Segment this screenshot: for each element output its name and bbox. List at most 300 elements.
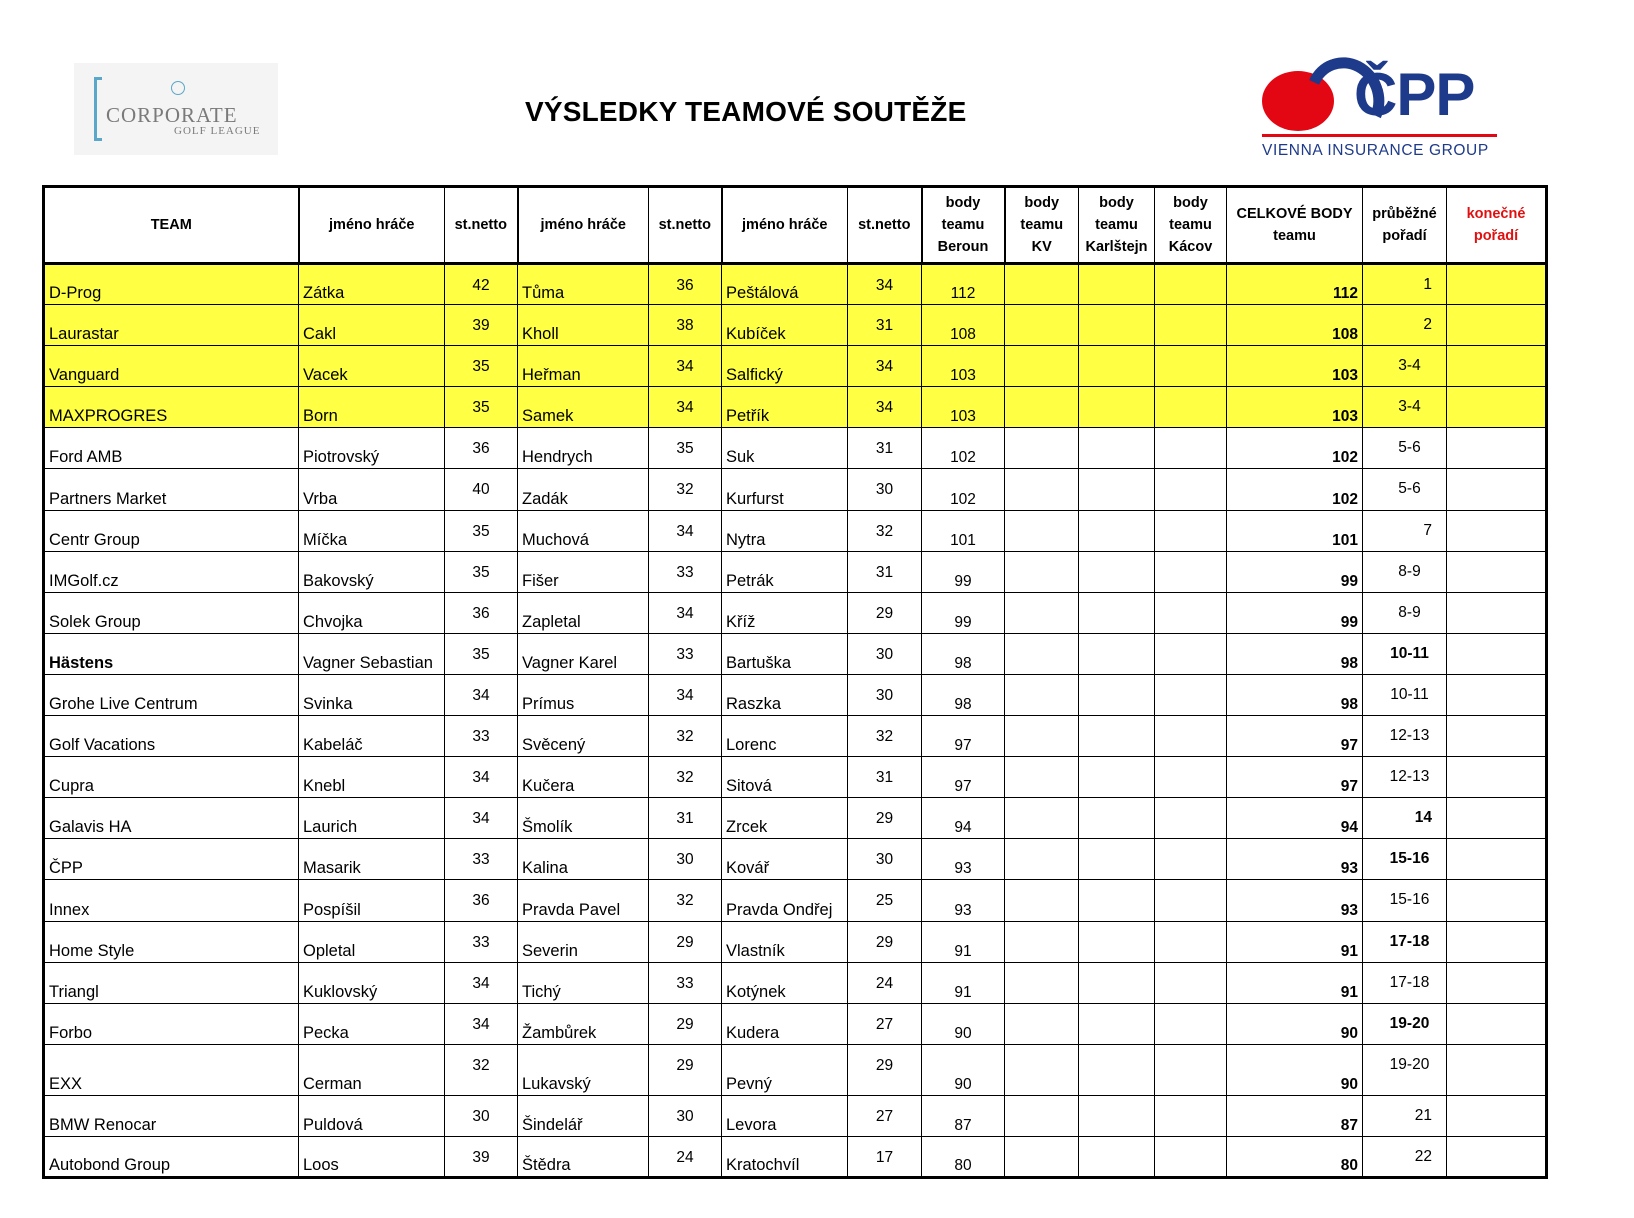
netto-2-cell: 31 bbox=[649, 798, 722, 839]
final-rank-cell bbox=[1447, 1003, 1547, 1044]
team-name-cell: BMW Renocar bbox=[44, 1095, 299, 1136]
header-player-3: jméno hráče bbox=[722, 187, 848, 264]
table-row bbox=[44, 633, 1547, 674]
karlstejn-points-cell bbox=[1079, 264, 1155, 305]
header-line: pořadí bbox=[1382, 228, 1427, 244]
beroun-points-cell: 91 bbox=[922, 962, 1005, 1003]
player-1-cell: Míčka bbox=[299, 510, 445, 551]
player-1-cell: Kabeláč bbox=[299, 716, 445, 757]
netto-3-cell: 29 bbox=[848, 592, 922, 633]
header-line: Karlštejn bbox=[1085, 239, 1148, 255]
team-name-cell: Cupra bbox=[44, 757, 299, 798]
team-name-cell: Autobond Group bbox=[44, 1136, 299, 1177]
netto-1-cell: 35 bbox=[445, 633, 518, 674]
current-rank-cell: 5-6 bbox=[1363, 428, 1447, 469]
kacov-points-cell bbox=[1155, 1095, 1227, 1136]
netto-3-cell: 27 bbox=[848, 1003, 922, 1044]
netto-3-cell: 29 bbox=[848, 798, 922, 839]
table-row bbox=[44, 387, 1547, 428]
total-points-cell: 112 bbox=[1227, 264, 1363, 305]
kv-points-cell bbox=[1005, 674, 1079, 715]
karlstejn-points-cell bbox=[1079, 387, 1155, 428]
kacov-points-cell bbox=[1155, 264, 1227, 305]
team-name-cell: Forbo bbox=[44, 1003, 299, 1044]
kacov-points-cell bbox=[1155, 716, 1227, 757]
header-line: body bbox=[1173, 195, 1208, 211]
player-3-cell: Pevný bbox=[722, 1044, 848, 1095]
netto-1-cell: 35 bbox=[445, 387, 518, 428]
beroun-points-cell: 98 bbox=[922, 633, 1005, 674]
karlstejn-points-cell bbox=[1079, 757, 1155, 798]
kacov-points-cell bbox=[1155, 880, 1227, 921]
final-rank-cell bbox=[1447, 469, 1547, 510]
player-1-cell: Kuklovský bbox=[299, 962, 445, 1003]
current-rank-cell: 12-13 bbox=[1363, 716, 1447, 757]
header-line: Beroun bbox=[937, 239, 989, 255]
header-line: teamu bbox=[1095, 217, 1138, 233]
karlstejn-points-cell bbox=[1079, 346, 1155, 387]
player-3-cell: Lorenc bbox=[722, 716, 848, 757]
player-2-cell: Kučera bbox=[518, 757, 649, 798]
netto-1-cell: 34 bbox=[445, 1003, 518, 1044]
table-row bbox=[44, 757, 1547, 798]
final-rank-cell bbox=[1447, 798, 1547, 839]
netto-3-cell: 24 bbox=[848, 962, 922, 1003]
kacov-points-cell bbox=[1155, 510, 1227, 551]
beroun-points-cell: 97 bbox=[922, 757, 1005, 798]
player-1-cell: Puldová bbox=[299, 1095, 445, 1136]
karlstejn-points-cell bbox=[1079, 880, 1155, 921]
team-name-cell: Partners Market bbox=[44, 469, 299, 510]
header-final-rank bbox=[1447, 187, 1547, 264]
player-2-cell: Šindelář bbox=[518, 1095, 649, 1136]
karlstejn-points-cell bbox=[1079, 798, 1155, 839]
kv-points-cell bbox=[1005, 1003, 1079, 1044]
final-rank-cell bbox=[1447, 387, 1547, 428]
netto-1-cell: 35 bbox=[445, 510, 518, 551]
table-row bbox=[44, 921, 1547, 962]
current-rank-cell: 1 bbox=[1363, 264, 1447, 305]
netto-2-cell: 30 bbox=[649, 1095, 722, 1136]
player-1-cell: Svinka bbox=[299, 674, 445, 715]
current-rank-cell: 5-6 bbox=[1363, 469, 1447, 510]
header-line: KV bbox=[1031, 239, 1052, 255]
netto-1-cell: 33 bbox=[445, 716, 518, 757]
total-points-cell: 93 bbox=[1227, 880, 1363, 921]
kacov-points-cell bbox=[1155, 798, 1227, 839]
netto-3-cell: 30 bbox=[848, 674, 922, 715]
kv-points-cell bbox=[1005, 551, 1079, 592]
netto-2-cell: 34 bbox=[649, 592, 722, 633]
beroun-points-cell: 99 bbox=[922, 592, 1005, 633]
player-2-cell: Severin bbox=[518, 921, 649, 962]
total-points-cell: 97 bbox=[1227, 757, 1363, 798]
player-2-cell: Zadák bbox=[518, 469, 649, 510]
player-1-cell: Pecka bbox=[299, 1003, 445, 1044]
kacov-points-cell bbox=[1155, 346, 1227, 387]
logo-line-1: CORPORATE bbox=[106, 103, 238, 127]
total-points-cell: 93 bbox=[1227, 839, 1363, 880]
kacov-points-cell bbox=[1155, 1136, 1227, 1177]
player-2-cell: Zapletal bbox=[518, 592, 649, 633]
final-rank-cell bbox=[1447, 633, 1547, 674]
netto-3-cell: 27 bbox=[848, 1095, 922, 1136]
player-2-cell: Heřman bbox=[518, 346, 649, 387]
team-name-cell: MAXPROGRES bbox=[44, 387, 299, 428]
final-rank-cell bbox=[1447, 757, 1547, 798]
final-rank-cell bbox=[1447, 674, 1547, 715]
team-name-cell: Home Style bbox=[44, 921, 299, 962]
player-1-cell: Chvojka bbox=[299, 592, 445, 633]
karlstejn-points-cell bbox=[1079, 633, 1155, 674]
player-3-cell: Kříž bbox=[722, 592, 848, 633]
karlstejn-points-cell bbox=[1079, 716, 1155, 757]
team-name-cell: Hästens bbox=[44, 633, 299, 674]
netto-1-cell: 36 bbox=[445, 592, 518, 633]
player-1-cell: Pospíšil bbox=[299, 880, 445, 921]
player-3-cell: Sitová bbox=[722, 757, 848, 798]
netto-1-cell: 34 bbox=[445, 674, 518, 715]
table-row bbox=[44, 839, 1547, 880]
karlstejn-points-cell bbox=[1079, 674, 1155, 715]
kacov-points-cell bbox=[1155, 305, 1227, 346]
total-points-cell: 98 bbox=[1227, 633, 1363, 674]
total-points-cell: 103 bbox=[1227, 387, 1363, 428]
table-row bbox=[44, 264, 1547, 305]
netto-3-cell: 34 bbox=[848, 264, 922, 305]
netto-1-cell: 35 bbox=[445, 551, 518, 592]
karlstejn-points-cell bbox=[1079, 305, 1155, 346]
header-line: teamu bbox=[1020, 217, 1064, 233]
header-line: pořadí bbox=[1473, 228, 1519, 244]
player-1-cell: Cakl bbox=[299, 305, 445, 346]
karlstejn-points-cell bbox=[1079, 428, 1155, 469]
netto-2-cell: 32 bbox=[649, 469, 722, 510]
beroun-points-cell: 87 bbox=[922, 1095, 1005, 1136]
player-3-cell: Kotýnek bbox=[722, 962, 848, 1003]
team-name-cell: Galavis HA bbox=[44, 798, 299, 839]
player-3-cell: Kratochvíl bbox=[722, 1136, 848, 1177]
netto-1-cell: 39 bbox=[445, 305, 518, 346]
header-netto-2: st.netto bbox=[649, 187, 722, 264]
netto-1-cell: 42 bbox=[445, 264, 518, 305]
karlstejn-points-cell bbox=[1079, 469, 1155, 510]
table-row bbox=[44, 1095, 1547, 1136]
current-rank-cell: 15-16 bbox=[1363, 880, 1447, 921]
player-1-cell: Piotrovský bbox=[299, 428, 445, 469]
header-row bbox=[44, 187, 1547, 264]
kv-points-cell bbox=[1005, 716, 1079, 757]
player-2-cell: Muchová bbox=[518, 510, 649, 551]
total-points-cell: 91 bbox=[1227, 921, 1363, 962]
netto-1-cell: 30 bbox=[445, 1095, 518, 1136]
header-player-1: jméno hráče bbox=[299, 187, 445, 264]
player-2-cell: Tichý bbox=[518, 962, 649, 1003]
karlstejn-points-cell bbox=[1079, 962, 1155, 1003]
table-row bbox=[44, 510, 1547, 551]
netto-2-cell: 34 bbox=[649, 674, 722, 715]
kv-points-cell bbox=[1005, 1044, 1079, 1095]
table-row bbox=[44, 798, 1547, 839]
player-3-cell: Salfický bbox=[722, 346, 848, 387]
current-rank-cell: 8-9 bbox=[1363, 592, 1447, 633]
team-name-cell: IMGolf.cz bbox=[44, 551, 299, 592]
player-2-cell: Svěcený bbox=[518, 716, 649, 757]
player-2-cell: Hendrych bbox=[518, 428, 649, 469]
player-1-cell: Masarik bbox=[299, 839, 445, 880]
header-current-rank bbox=[1363, 187, 1447, 264]
total-points-cell: 87 bbox=[1227, 1095, 1363, 1136]
header-player-2: jméno hráče bbox=[518, 187, 649, 264]
header-kv bbox=[1005, 187, 1079, 264]
player-2-cell: Žambůrek bbox=[518, 1003, 649, 1044]
team-name-cell: Ford AMB bbox=[44, 428, 299, 469]
golf-ball-icon bbox=[171, 81, 185, 95]
current-rank-cell: 17-18 bbox=[1363, 921, 1447, 962]
netto-1-cell: 32 bbox=[445, 1044, 518, 1095]
table-row bbox=[44, 962, 1547, 1003]
netto-3-cell: 31 bbox=[848, 428, 922, 469]
kacov-points-cell bbox=[1155, 469, 1227, 510]
current-rank-cell: 19-20 bbox=[1363, 1044, 1447, 1095]
karlstejn-points-cell bbox=[1079, 1003, 1155, 1044]
netto-2-cell: 38 bbox=[649, 305, 722, 346]
player-3-cell: Pravda Ondřej bbox=[722, 880, 848, 921]
netto-3-cell: 30 bbox=[848, 839, 922, 880]
player-1-cell: Knebl bbox=[299, 757, 445, 798]
beroun-points-cell: 112 bbox=[922, 264, 1005, 305]
cpp-logo bbox=[1262, 55, 1502, 165]
team-name-cell: Vanguard bbox=[44, 346, 299, 387]
final-rank-cell bbox=[1447, 264, 1547, 305]
final-rank-cell bbox=[1447, 305, 1547, 346]
total-points-cell: 99 bbox=[1227, 592, 1363, 633]
player-3-cell: Zrcek bbox=[722, 798, 848, 839]
header-line: teamu bbox=[1169, 217, 1212, 233]
netto-1-cell: 36 bbox=[445, 428, 518, 469]
kacov-points-cell bbox=[1155, 428, 1227, 469]
current-rank-cell: 3-4 bbox=[1363, 387, 1447, 428]
player-3-cell: Petřík bbox=[722, 387, 848, 428]
header-line: body bbox=[945, 195, 981, 211]
netto-2-cell: 35 bbox=[649, 428, 722, 469]
header-line: body bbox=[1099, 195, 1134, 211]
netto-1-cell: 34 bbox=[445, 962, 518, 1003]
beroun-points-cell: 93 bbox=[922, 839, 1005, 880]
final-rank-cell bbox=[1447, 1136, 1547, 1177]
netto-2-cell: 36 bbox=[649, 264, 722, 305]
table-row bbox=[44, 469, 1547, 510]
table-header bbox=[44, 187, 1547, 264]
table-row bbox=[44, 674, 1547, 715]
final-rank-cell bbox=[1447, 551, 1547, 592]
beroun-points-cell: 97 bbox=[922, 716, 1005, 757]
cpp-brand-text: ČPP bbox=[1354, 61, 1475, 128]
header-netto-1: st.netto bbox=[445, 187, 518, 264]
total-points-cell: 80 bbox=[1227, 1136, 1363, 1177]
player-2-cell: Pravda Pavel bbox=[518, 880, 649, 921]
netto-2-cell: 30 bbox=[649, 839, 722, 880]
kacov-points-cell bbox=[1155, 1003, 1227, 1044]
beroun-points-cell: 102 bbox=[922, 469, 1005, 510]
table-row bbox=[44, 305, 1547, 346]
team-name-cell: Centr Group bbox=[44, 510, 299, 551]
netto-2-cell: 33 bbox=[649, 962, 722, 1003]
beroun-points-cell: 102 bbox=[922, 428, 1005, 469]
kv-points-cell bbox=[1005, 880, 1079, 921]
beroun-points-cell: 94 bbox=[922, 798, 1005, 839]
karlstejn-points-cell bbox=[1079, 1044, 1155, 1095]
kv-points-cell bbox=[1005, 387, 1079, 428]
netto-3-cell: 32 bbox=[848, 716, 922, 757]
final-rank-cell bbox=[1447, 962, 1547, 1003]
final-rank-cell bbox=[1447, 839, 1547, 880]
team-name-cell: EXX bbox=[44, 1044, 299, 1095]
kacov-points-cell bbox=[1155, 592, 1227, 633]
player-3-cell: Raszka bbox=[722, 674, 848, 715]
player-2-cell: Prímus bbox=[518, 674, 649, 715]
netto-3-cell: 17 bbox=[848, 1136, 922, 1177]
netto-1-cell: 33 bbox=[445, 921, 518, 962]
current-rank-cell: 22 bbox=[1363, 1136, 1447, 1177]
kv-points-cell bbox=[1005, 633, 1079, 674]
kv-points-cell bbox=[1005, 839, 1079, 880]
player-1-cell: Opletal bbox=[299, 921, 445, 962]
kv-points-cell bbox=[1005, 592, 1079, 633]
logo-bracket-icon bbox=[94, 77, 102, 141]
player-2-cell: Tůma bbox=[518, 264, 649, 305]
netto-2-cell: 34 bbox=[649, 346, 722, 387]
netto-1-cell: 40 bbox=[445, 469, 518, 510]
total-points-cell: 90 bbox=[1227, 1044, 1363, 1095]
total-points-cell: 91 bbox=[1227, 962, 1363, 1003]
beroun-points-cell: 101 bbox=[922, 510, 1005, 551]
final-rank-cell bbox=[1447, 428, 1547, 469]
kacov-points-cell bbox=[1155, 633, 1227, 674]
player-2-cell: Šmolík bbox=[518, 798, 649, 839]
karlstejn-points-cell bbox=[1079, 921, 1155, 962]
netto-1-cell: 33 bbox=[445, 839, 518, 880]
player-1-cell: Vagner Sebastian bbox=[299, 633, 445, 674]
header-line: teamu bbox=[1273, 228, 1316, 244]
player-2-cell: Lukavský bbox=[518, 1044, 649, 1095]
kacov-points-cell bbox=[1155, 839, 1227, 880]
team-name-cell: Grohe Live Centrum bbox=[44, 674, 299, 715]
netto-3-cell: 30 bbox=[848, 633, 922, 674]
table-row bbox=[44, 880, 1547, 921]
final-rank-cell bbox=[1447, 921, 1547, 962]
table-body bbox=[44, 264, 1547, 1178]
total-points-cell: 108 bbox=[1227, 305, 1363, 346]
player-1-cell: Cerman bbox=[299, 1044, 445, 1095]
current-rank-cell: 10-11 bbox=[1363, 674, 1447, 715]
current-rank-cell: 10-11 bbox=[1363, 633, 1447, 674]
kacov-points-cell bbox=[1155, 551, 1227, 592]
beroun-points-cell: 90 bbox=[922, 1003, 1005, 1044]
kv-points-cell bbox=[1005, 962, 1079, 1003]
header-karlstejn bbox=[1079, 187, 1155, 264]
current-rank-cell: 7 bbox=[1363, 510, 1447, 551]
netto-3-cell: 31 bbox=[848, 551, 922, 592]
table-row bbox=[44, 1003, 1547, 1044]
karlstejn-points-cell bbox=[1079, 592, 1155, 633]
kacov-points-cell bbox=[1155, 962, 1227, 1003]
player-1-cell: Loos bbox=[299, 1136, 445, 1177]
header-kacov bbox=[1155, 187, 1227, 264]
player-3-cell: Kubíček bbox=[722, 305, 848, 346]
netto-2-cell: 32 bbox=[649, 757, 722, 798]
final-rank-cell bbox=[1447, 346, 1547, 387]
kv-points-cell bbox=[1005, 1136, 1079, 1177]
player-3-cell: Vlastník bbox=[722, 921, 848, 962]
logo-line-2: GOLF LEAGUE bbox=[174, 125, 261, 137]
table-row bbox=[44, 592, 1547, 633]
total-points-cell: 99 bbox=[1227, 551, 1363, 592]
current-rank-cell: 14 bbox=[1363, 798, 1447, 839]
netto-2-cell: 34 bbox=[649, 510, 722, 551]
beroun-points-cell: 90 bbox=[922, 1044, 1005, 1095]
player-2-cell: Kalina bbox=[518, 839, 649, 880]
total-points-cell: 94 bbox=[1227, 798, 1363, 839]
netto-1-cell: 35 bbox=[445, 346, 518, 387]
netto-3-cell: 34 bbox=[848, 346, 922, 387]
player-3-cell: Suk bbox=[722, 428, 848, 469]
player-3-cell: Kovář bbox=[722, 839, 848, 880]
beroun-points-cell: 99 bbox=[922, 551, 1005, 592]
player-2-cell: Vagner Karel bbox=[518, 633, 649, 674]
player-3-cell: Peštálová bbox=[722, 264, 848, 305]
netto-3-cell: 31 bbox=[848, 757, 922, 798]
beroun-points-cell: 108 bbox=[922, 305, 1005, 346]
player-2-cell: Samek bbox=[518, 387, 649, 428]
total-points-cell: 101 bbox=[1227, 510, 1363, 551]
total-points-cell: 102 bbox=[1227, 469, 1363, 510]
team-name-cell: Laurastar bbox=[44, 305, 299, 346]
current-rank-cell: 19-20 bbox=[1363, 1003, 1447, 1044]
kv-points-cell bbox=[1005, 264, 1079, 305]
player-2-cell: Kholl bbox=[518, 305, 649, 346]
table-row bbox=[44, 716, 1547, 757]
team-name-cell: Golf Vacations bbox=[44, 716, 299, 757]
kv-points-cell bbox=[1005, 798, 1079, 839]
player-2-cell: Fišer bbox=[518, 551, 649, 592]
beroun-points-cell: 91 bbox=[922, 921, 1005, 962]
beroun-points-cell: 98 bbox=[922, 674, 1005, 715]
kv-points-cell bbox=[1005, 469, 1079, 510]
player-1-cell: Laurich bbox=[299, 798, 445, 839]
header-line: body bbox=[1024, 195, 1060, 211]
player-3-cell: Bartuška bbox=[722, 633, 848, 674]
kacov-points-cell bbox=[1155, 921, 1227, 962]
cpp-red-bar bbox=[1262, 134, 1497, 137]
current-rank-cell: 21 bbox=[1363, 1095, 1447, 1136]
player-1-cell: Vacek bbox=[299, 346, 445, 387]
beroun-points-cell: 103 bbox=[922, 346, 1005, 387]
table-row bbox=[44, 1044, 1547, 1095]
team-name-cell: Solek Group bbox=[44, 592, 299, 633]
total-points-cell: 97 bbox=[1227, 716, 1363, 757]
kv-points-cell bbox=[1005, 510, 1079, 551]
netto-1-cell: 39 bbox=[445, 1136, 518, 1177]
kacov-points-cell bbox=[1155, 757, 1227, 798]
kacov-points-cell bbox=[1155, 387, 1227, 428]
netto-1-cell: 34 bbox=[445, 757, 518, 798]
netto-2-cell: 33 bbox=[649, 633, 722, 674]
player-1-cell: Zátka bbox=[299, 264, 445, 305]
player-3-cell: Levora bbox=[722, 1095, 848, 1136]
total-points-cell: 102 bbox=[1227, 428, 1363, 469]
total-points-cell: 98 bbox=[1227, 674, 1363, 715]
